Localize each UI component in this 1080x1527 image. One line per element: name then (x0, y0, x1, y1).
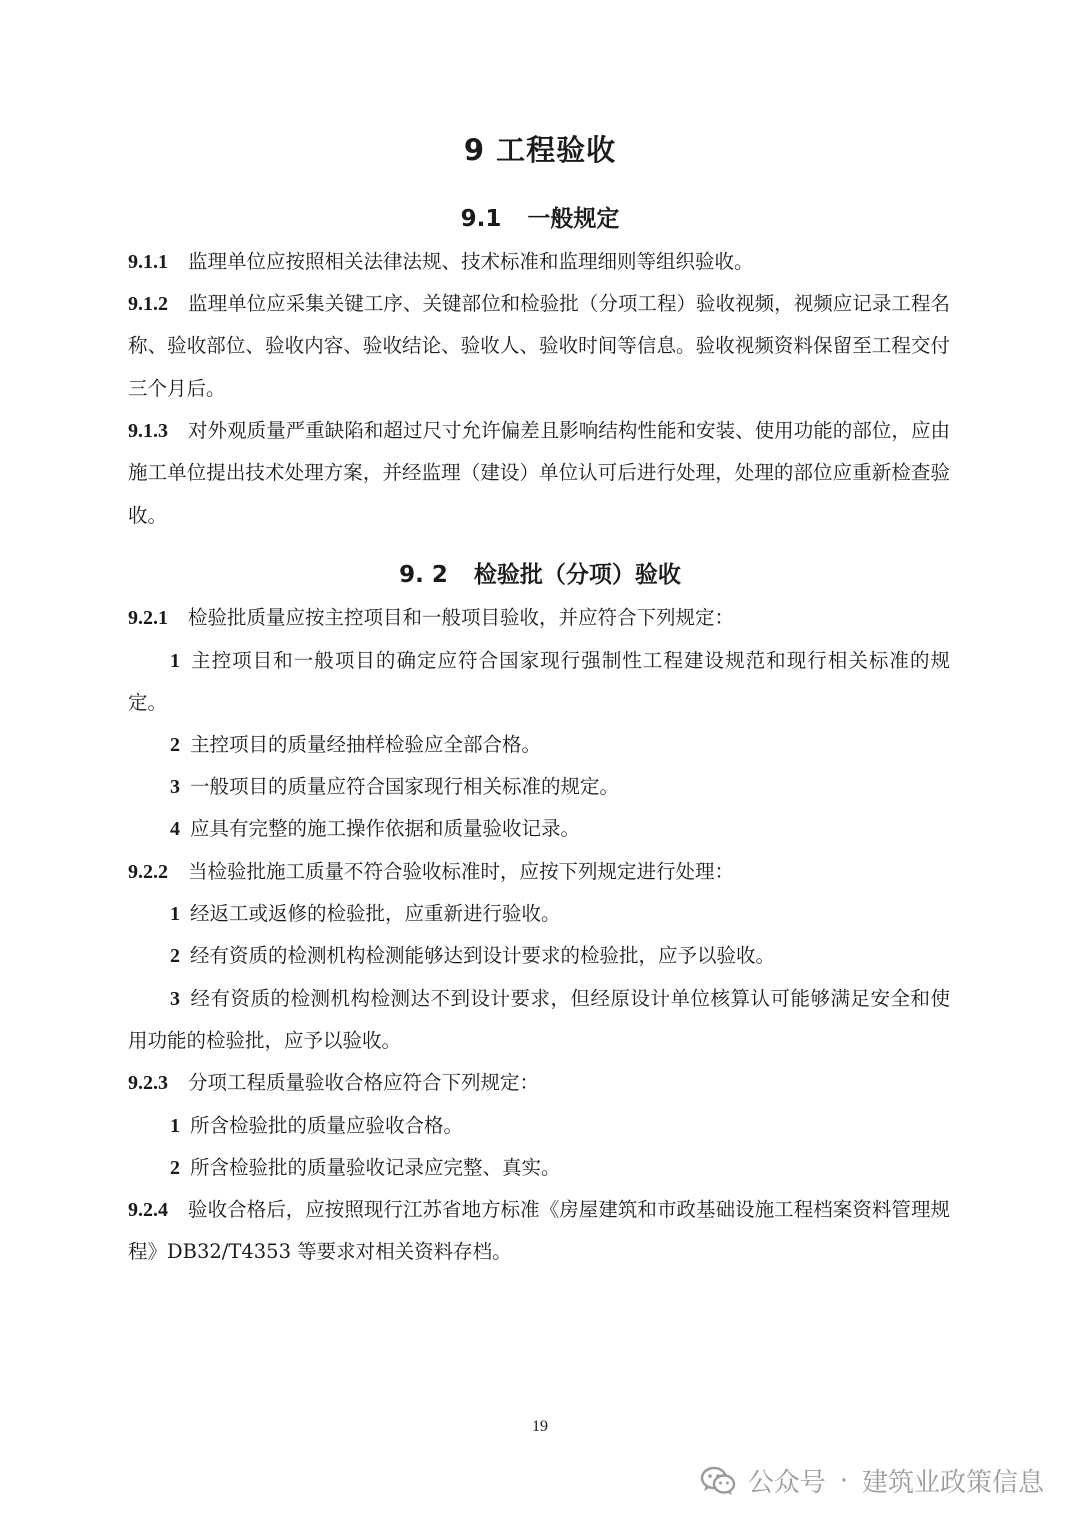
clause-text: 当检验批施工质量不符合验收标准时，应按下列规定进行处理： (188, 860, 735, 883)
watermark-separator: · (839, 1465, 848, 1496)
item-number: 1 (170, 903, 180, 925)
clause-number: 9.1.1 (128, 251, 168, 273)
item-text: 所含检验批的质量验收记录应完整、真实。 (190, 1156, 561, 1179)
watermark-prefix: 公众号 (747, 1468, 826, 1498)
page-number: 19 (532, 1418, 548, 1435)
clause-number: 9.2.4 (128, 1199, 168, 1221)
list-item (128, 1105, 950, 1147)
item-number: 2 (170, 945, 180, 967)
item-text: 应具有完整的施工操作依据和质量验收记录。 (190, 817, 581, 840)
list-item (128, 766, 950, 808)
chapter-name: 工程验收 (496, 133, 617, 167)
item-text: 经返工或返修的检验批，应重新进行验收。 (190, 902, 561, 925)
item-number: 1 (170, 650, 180, 672)
list-item (128, 1147, 950, 1189)
item-text: 所含检验批的质量应验收合格。 (190, 1114, 464, 1137)
clause-text: 监理单位应按照相关法律法规、技术标准和监理细则等组织验收。 (188, 250, 754, 273)
clause-number: 9.2.1 (128, 607, 168, 629)
chapter-title (0, 128, 1080, 169)
item-text: 主控项目的质量经抽样检验应全部合格。 (190, 733, 542, 756)
clause-text: 监理单位应采集关键工序、关键部位和检验批（分项工程）验收视频，视频应记录工程名称、验收部位、验收内容、验收结论、验收人、验收时间等信息。验收视频资料保留至工程交付三个月后。 (128, 292, 950, 400)
item-number: 3 (170, 776, 180, 798)
clause-text: 对外观质量严重缺陷和超过尺寸允许偏差且影响结构性能和安装、使用功能的部位，应由施工单位提出技术处理方案，并经监理（建设）单位认可后进行处理，处理的部位应重新检查验收。 (128, 419, 950, 527)
item-number: 1 (170, 1115, 180, 1137)
clause-text: 检验批质量应按主控项目和一般项目验收，并应符合下列规定： (188, 606, 735, 629)
clause-9-1-1 (128, 241, 950, 283)
clause-text: 验收合格后，应按照现行江苏省地方标准《房屋建筑和市政基础设施工程档案资料管理规程》DB32/T4353 等要求对相关资料存档。 (128, 1198, 950, 1264)
wechat-icon (700, 1465, 736, 1497)
section-number: 9. 2 (399, 562, 448, 588)
list-item (128, 893, 950, 935)
clause-9-2-1 (128, 597, 950, 639)
list-item (128, 640, 950, 725)
section-title-9-1 (0, 200, 1080, 233)
clause-number: 9.2.2 (128, 861, 168, 883)
item-number: 2 (170, 734, 180, 756)
watermark-name: 建筑业政策信息 (861, 1468, 1044, 1498)
item-text: 一般项目的质量应符合国家现行相关标准的规定。 (190, 775, 620, 798)
list-item (128, 935, 950, 977)
clause-9-2-2 (128, 851, 950, 893)
clause-9-1-3 (128, 410, 950, 537)
clause-number: 9.1.2 (128, 293, 168, 315)
clause-9-2-3 (128, 1062, 950, 1104)
list-item (128, 808, 950, 850)
clause-text: 分项工程质量验收合格应符合下列规定： (188, 1071, 540, 1094)
clause-9-2-4 (128, 1189, 950, 1274)
section-name: 检验批（分项）验收 (473, 562, 681, 588)
clause-number: 9.2.3 (128, 1072, 168, 1094)
item-number: 4 (170, 818, 180, 840)
item-number: 2 (170, 1157, 180, 1179)
item-text: 主控项目和一般项目的确定应符合国家现行强制性工程建设规范和现行相关标准的规定。 (128, 649, 950, 715)
section-number: 9.1 (460, 206, 502, 232)
wechat-watermark (700, 1462, 1044, 1499)
section-name: 一般规定 (527, 206, 620, 232)
item-text: 经有资质的检测机构检测达不到设计要求，但经原设计单位核算认可能够满足安全和使用功能的检验批，应予以验收。 (128, 987, 950, 1053)
clause-9-1-2 (128, 283, 950, 410)
section-title-9-2 (0, 556, 1080, 589)
list-item (128, 978, 950, 1063)
item-number: 3 (170, 988, 180, 1010)
item-text: 经有资质的检测机构检测能够达到设计要求的检验批，应予以验收。 (190, 944, 776, 967)
list-item (128, 724, 950, 766)
chapter-number: 9 (463, 133, 486, 167)
clause-number: 9.1.3 (128, 420, 168, 442)
